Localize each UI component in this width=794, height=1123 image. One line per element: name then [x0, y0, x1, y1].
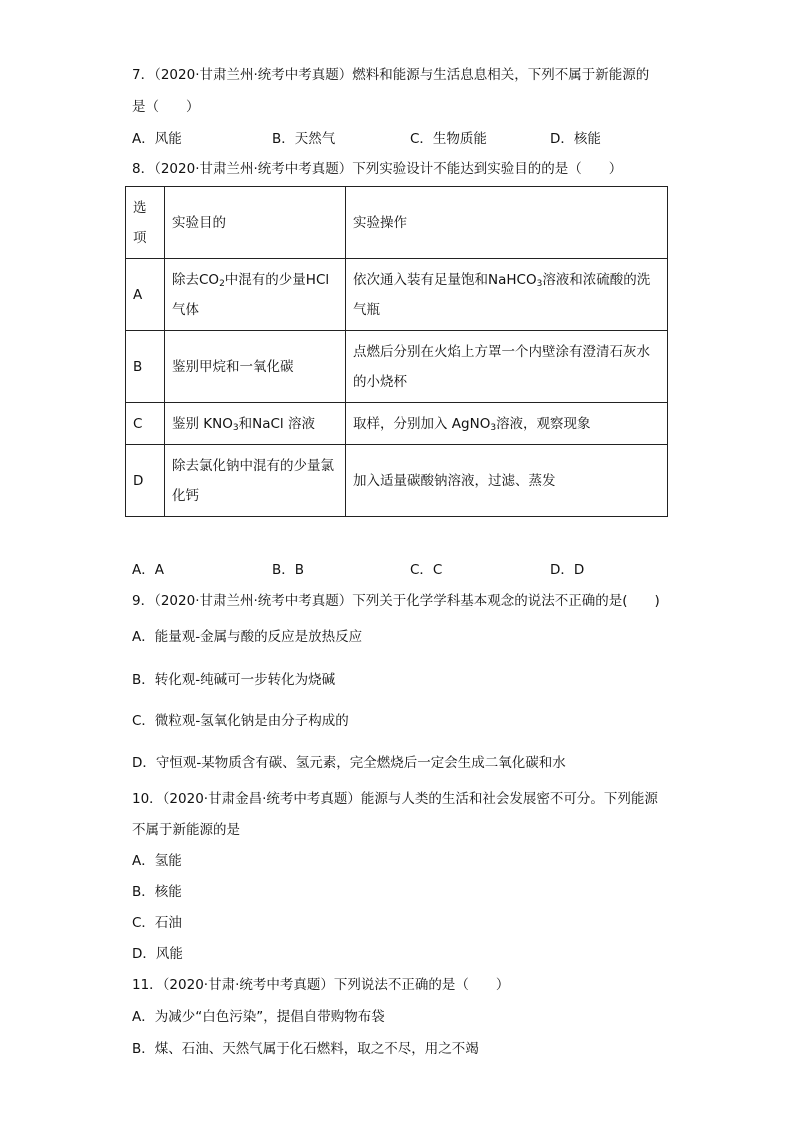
q7-option-a: A．风能 — [132, 131, 182, 147]
q11-option-b: B．煤、石油、天然气属于化石燃料，取之不尽，用之不竭 — [132, 1041, 479, 1057]
row-option: D — [126, 445, 165, 517]
header-purpose: 实验目的 — [165, 187, 346, 259]
q8-option-b: B．B — [272, 562, 305, 578]
q10-option-d: D．风能 — [132, 946, 183, 962]
header-option: 选项 — [126, 187, 165, 259]
q7-option-d: D．核能 — [550, 131, 601, 147]
table-row — [126, 259, 668, 331]
q10-option-b: B．核能 — [132, 884, 182, 900]
q11-option-a: A．为减少“白色污染”，提倡自带购物布袋 — [132, 1009, 385, 1025]
q8-stem: 8．（2020·甘肃兰州·统考中考真题）下列实验设计不能达到实验目的的是（ ） — [132, 161, 623, 177]
row-purpose: 鉴别 $KNO_3$和NaCl 溶液 — [165, 403, 346, 445]
table-row — [126, 445, 668, 517]
row-purpose: 除去氯化钠中混有的少量氯化钙 — [165, 445, 346, 517]
q10-stem-line1: 10．（2020·甘肃金昌·统考中考真题）能源与人类的生活和社会发展密不可分。下列能源 — [132, 791, 658, 807]
table-row — [126, 403, 668, 445]
q8-option-d: D．D — [550, 562, 585, 578]
q9-stem: 9．（2020·甘肃兰州·统考中考真题）下列关于化学学科基本观念的说法不正确的是( ) — [132, 593, 660, 609]
header-operation: 实验操作 — [346, 187, 668, 259]
q9-option-c: C．微粒观-氢氧化钠是由分子构成的 — [132, 713, 349, 729]
q10-option-c: C．石油 — [132, 915, 182, 931]
q9-option-b: B．转化观-纯碱可一步转化为烧碱 — [132, 672, 336, 688]
q8-option-a: A．A — [132, 562, 164, 578]
row-option: C — [126, 403, 165, 445]
row-operation: 点燃后分别在火焰上方罩一个内壁涂有澄清石灰水的小烧杯 — [346, 331, 668, 403]
q7-option-b: B．天然气 — [272, 131, 336, 147]
row-option: A — [126, 259, 165, 331]
row-purpose: 鉴别甲烷和一氧化碳 — [165, 331, 346, 403]
row-operation: 取样，分别加入 AgNO$_3$溶液，观察现象 — [346, 403, 668, 445]
q10-stem-line2: 不属于新能源的是 — [132, 822, 240, 838]
q9-option-d: D．守恒观-某物质含有碳、氢元素，完全燃烧后一定会生成二氧化碳和水 — [132, 755, 566, 771]
q9-option-a: A．能量观-金属与酸的反应是放热反应 — [132, 629, 363, 645]
row-option: B — [126, 331, 165, 403]
table-header-row — [126, 187, 668, 259]
q8-option-c: C．C — [410, 562, 443, 578]
q10-option-a: A．氢能 — [132, 853, 182, 869]
row-operation: 依次通入装有足量饱和NaHCO$_3$溶液和浓硫酸的洗气瓶 — [346, 259, 668, 331]
q11-stem: 11．（2020·甘肃·统考中考真题）下列说法不正确的是（ ） — [132, 977, 510, 993]
q7-option-c: C．生物质能 — [410, 131, 487, 147]
q7-stem-line2: 是（ ） — [132, 99, 200, 115]
row-purpose: 除去$CO_2$中混有的少量HCl气体 — [165, 259, 346, 331]
table-row — [126, 331, 668, 403]
row-operation: 加入适量碳酸钠溶液，过滤、蒸发 — [346, 445, 668, 517]
q7-stem-line1: 7．（2020·甘肃兰州·统考中考真题）燃料和能源与生活息息相关，下列不属于新能源的 — [132, 67, 650, 83]
experiment-table — [125, 186, 668, 517]
